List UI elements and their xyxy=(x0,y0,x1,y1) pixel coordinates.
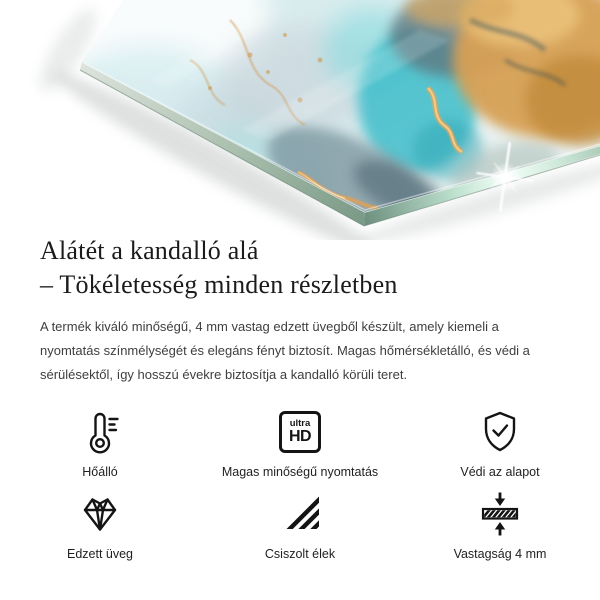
feature-print-quality xyxy=(200,408,400,480)
feature-tempered-glass xyxy=(0,490,200,562)
feature-label: Edzett üveg xyxy=(66,547,133,561)
shield-check-icon xyxy=(476,408,524,456)
product-photo xyxy=(0,0,600,240)
feature-label: Vastagság 4 mm xyxy=(453,547,547,561)
feature-label: Magas minőségű nyomtatás xyxy=(221,465,379,479)
ultra-hd-icon xyxy=(279,408,321,456)
feature-polished-edges xyxy=(200,490,400,562)
diamond-icon xyxy=(76,490,124,538)
feature-thickness xyxy=(400,490,600,562)
thickness-icon xyxy=(476,490,524,538)
features-grid xyxy=(0,408,600,562)
feature-label: Védi az alapot xyxy=(460,465,540,479)
feature-label: Csiszolt élek xyxy=(264,547,336,561)
glass-panel-illustration xyxy=(0,0,600,240)
ultra-hd-badge-bottom: HD xyxy=(288,428,312,446)
product-description: A termék kiváló minőségű, 4 mm vastag edzett üvegből készült, amely kiemeli a nyomtatás színmélységét és elegáns fényt biztosít. Magas hőmérsékletálló, és védi a sérülésektől, így hosszú évekre biztosítja a kandalló körüli teret. xyxy=(40,319,530,382)
feature-heat-resistant xyxy=(0,408,200,480)
thermometer-icon xyxy=(76,408,124,456)
title-line-2: – Tökéletesség minden részletben xyxy=(40,270,398,299)
feature-label: Hőálló xyxy=(82,465,118,479)
page-title xyxy=(40,234,560,302)
ultra-hd-badge-top: ultra xyxy=(289,417,311,429)
feature-protects-base xyxy=(400,408,600,480)
polished-edges-icon xyxy=(276,490,324,538)
title-line-1: Alátét a kandalló alá xyxy=(40,236,259,265)
